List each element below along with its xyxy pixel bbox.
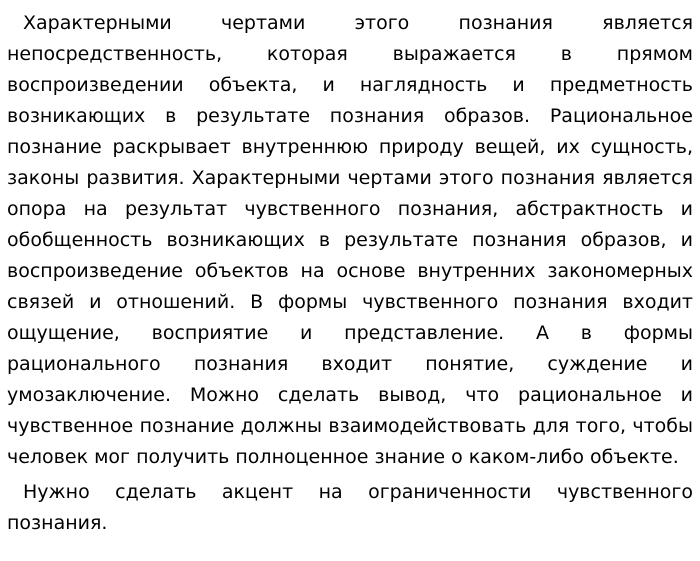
paragraph-knowledge-characteristics: Характерными чертами этого познания является непосредственность, которая выражается в прямом воспроизведении объекта, и наглядность и предметность возникающих в результате познания образов. Рациональное познание раскрывает внутреннюю природу вещей, их сущность, законы развития. Характерными чертами этого познания является опора на результат чувственного познания, абстрактность и обобщенность возникающих в результате познания образов, и воспроизведение объектов на основе внутренних закономерных связей и отношений. В формы чувственного познания входит ощущение, восприятие и представление. А в формы рационального познания входит понятие, суждение и умозаключение. Можно сделать вывод, что рациональное и чувственное познание должны взаимодействовать для того, чтобы человек мог получить полноценное знание о каком-либо объекте. xyxy=(7,12,693,468)
paragraph-sensory-knowledge-limits: Нужно сделать акцент на ограниченности чувственного познания. xyxy=(7,481,693,534)
